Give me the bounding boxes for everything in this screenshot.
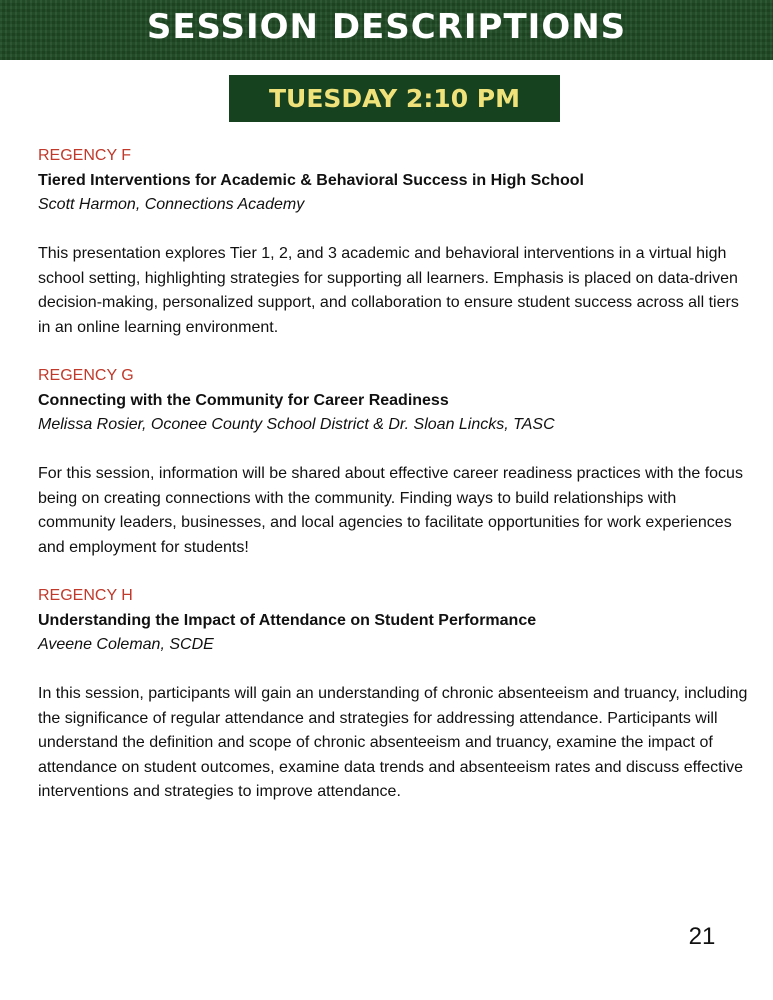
session-title: Connecting with the Community for Career Readiness (38, 391, 449, 409)
session-description: For this session, information will be shared about effective career readiness practices with the focus being on creating connections with the community. Finding ways to build relationships with community leaders, businesses, and local agencies to facilitate opportunities for work experiences and employment for students! (38, 465, 743, 556)
page-number: 21 (688, 923, 716, 950)
session-title: Understanding the Impact of Attendance on Student Performance (38, 611, 537, 629)
session-room: REGENCY H (38, 587, 133, 604)
session-description: In this session, participants will gain an understanding of chronic absenteeism and truancy, including the significance of regular attendance and strategies for addressing attendance. Participants will understand the definition and scope of chronic absenteeism and truancy, examine the impact of attendance on student outcomes, examine data trends and absenteeism rates and discuss effective interventions and strategies to improve attendance. (38, 685, 748, 800)
session-regency-f (38, 144, 748, 340)
session-list (38, 144, 748, 829)
header-banner (0, 0, 773, 60)
session-regency-g (38, 364, 748, 560)
time-slot-badge: TUESDAY 2:10 PM (229, 75, 560, 122)
session-title: Tiered Interventions for Academic & Behavioral Success in High School (38, 171, 584, 189)
page-title: SESSION DESCRIPTIONS (146, 7, 627, 47)
session-room: REGENCY G (38, 367, 134, 384)
session-room: REGENCY F (38, 147, 132, 164)
session-description: This presentation explores Tier 1, 2, and 3 academic and behavioral interventions in a virtual high school setting, highlighting strategies for supporting all learners. Emphasis is placed on data-driven decision-making, personalized support, and collaboration to ensure student success across all tiers in an online learning environment. (38, 245, 739, 336)
session-presenter: Aveene Coleman, SCDE (38, 636, 214, 653)
session-presenter: Scott Harmon, Connections Academy (38, 196, 305, 213)
session-regency-h (38, 584, 748, 805)
session-presenter: Melissa Rosier, Oconee County School District & Dr. Sloan Lincks, TASC (38, 416, 555, 433)
